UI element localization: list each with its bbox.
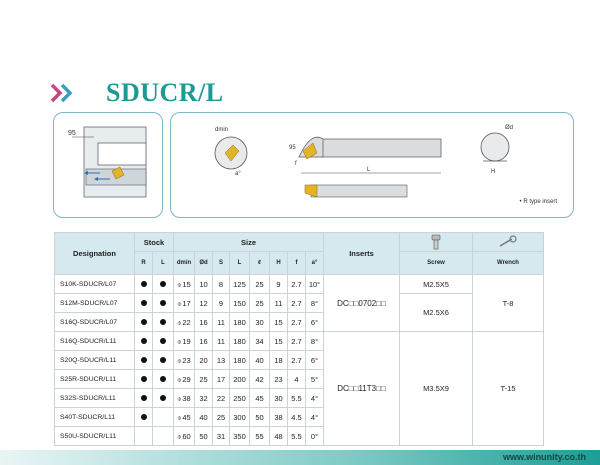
diagram-panel-left [53,112,163,218]
stock-l-cell [153,275,174,294]
stock-dot-icon [141,357,147,363]
boring-diagram [54,113,162,217]
stock-dot-icon [141,376,147,382]
insert-cell: DC□□11T3□□ [324,332,400,446]
designation-cell: S12M-SDUCR/L07 [55,294,135,313]
stock-dot-icon [141,414,147,420]
h-cell: 18 [270,351,288,370]
header-a: a° [306,252,324,275]
dmin-cell: Φ29 [174,370,195,389]
table-row [55,294,544,313]
header-h: H [270,252,288,275]
screw-cell: M2.5X5 [400,275,473,294]
screw-cell: M3.5X9 [400,332,473,446]
stock-dot-icon [141,300,147,306]
dmin-cell: Φ23 [174,351,195,370]
stock-r-cell [135,370,153,389]
a-angle-label: a° [235,171,241,177]
screw-icon-cell [400,233,473,252]
h-cell: 30 [270,389,288,408]
h-cell: 48 [270,427,288,446]
f-cell: 5.5 [288,389,306,408]
header-d: Ød [195,252,213,275]
designation-cell: S25R-SDUCR/L11 [55,370,135,389]
header-stock-l: L [153,252,174,275]
spec-table [54,232,544,446]
wrench-cell: T-8 [473,275,544,332]
length-cell: 250 [230,389,250,408]
stock-dot-icon [141,338,147,344]
h-cell: 15 [270,332,288,351]
a-cell: 6° [306,351,324,370]
f-cell: 2.7 [288,294,306,313]
stock-dot-icon [160,376,166,382]
d-cell: 16 [195,332,213,351]
stock-dot-icon [160,338,166,344]
a-cell: 4° [306,389,324,408]
designation-cell: S10K-SDUCR/L07 [55,275,135,294]
angle-label-right: 95 [289,145,296,151]
d-cell: 16 [195,313,213,332]
f-cell: 5.5 [288,427,306,446]
s-cell: 11 [213,313,230,332]
stock-dot-icon [141,319,147,325]
wrench-icon-cell [473,233,544,252]
stock-dot-icon [141,281,147,287]
s-cell: 17 [213,370,230,389]
d-cell: 50 [195,427,213,446]
header-length: L [230,252,250,275]
diameter-label: Ød [505,125,514,131]
r-type-note: • R type insert [519,199,557,205]
stock-l-cell [153,294,174,313]
wrench-icon [497,235,519,249]
stock-r-cell [135,294,153,313]
screw-cell: M2.5X6 [400,294,473,332]
dmin-cell: Φ38 [174,389,195,408]
l2-cell: 50 [250,408,270,427]
a-cell: 5° [306,370,324,389]
l2-cell: 42 [250,370,270,389]
d-cell: 25 [195,370,213,389]
header-size: Size [174,233,324,252]
stock-l-cell [153,351,174,370]
a-cell: 0° [306,427,324,446]
d-cell: 20 [195,351,213,370]
dmin-cell: Φ22 [174,313,195,332]
l2-cell: 25 [250,294,270,313]
f-cell: 2.7 [288,313,306,332]
d-cell: 10 [195,275,213,294]
stock-r-cell [135,332,153,351]
s-cell: 11 [213,332,230,351]
d-cell: 32 [195,389,213,408]
designation-cell: S16Q-SDUCR/L11 [55,332,135,351]
header-wrench: Wrench [473,252,544,275]
wrench-cell: T-15 [473,332,544,446]
length-cell: 180 [230,332,250,351]
header-designation: Designation [55,233,135,275]
length-cell: 180 [230,313,250,332]
tool-dimension-diagram [171,113,573,217]
a-cell: 6° [306,313,324,332]
insert-cell: DC□□0702□□ [324,275,400,332]
h-cell: 23 [270,370,288,389]
stock-dot-icon [160,281,166,287]
dmin-label: dmin [215,127,229,133]
stock-r-cell [135,313,153,332]
stock-l-cell [153,427,174,446]
a-cell: 8° [306,332,324,351]
h-cell: 38 [270,408,288,427]
a-cell: 8° [306,294,324,313]
s-cell: 31 [213,427,230,446]
dmin-cell: Φ17 [174,294,195,313]
designation-cell: S32S-SDUCR/L11 [55,389,135,408]
length-cell: 350 [230,427,250,446]
length-cell: 180 [230,351,250,370]
header-f: f [288,252,306,275]
h-cell: 9 [270,275,288,294]
l2-cell: 34 [250,332,270,351]
f-cell: 4.5 [288,408,306,427]
designation-cell: S20Q-SDUCR/L11 [55,351,135,370]
length-cell: 125 [230,275,250,294]
length-label: L [367,167,371,173]
d-cell: 12 [195,294,213,313]
footer-url[interactable]: www.winunity.co.th [503,452,586,462]
a-cell: 10° [306,275,324,294]
s-cell: 13 [213,351,230,370]
f-cell: 2.7 [288,275,306,294]
stock-l-cell [153,408,174,427]
table-row [55,332,544,351]
stock-dot-icon [160,357,166,363]
stock-r-cell [135,275,153,294]
stock-l-cell [153,313,174,332]
f-label: f [295,161,297,167]
diagram-panel-right [170,112,574,218]
l2-cell: 55 [250,427,270,446]
stock-dot-icon [160,300,166,306]
l2-cell: 30 [250,313,270,332]
h-label: H [491,169,496,175]
double-chevron-icon [50,82,82,104]
f-cell: 2.7 [288,351,306,370]
stock-r-cell [135,389,153,408]
stock-l-cell [153,332,174,351]
header-stock-r: R [135,252,153,275]
a-cell: 4° [306,408,324,427]
f-cell: 2.7 [288,332,306,351]
designation-cell: S16Q-SDUCR/L07 [55,313,135,332]
designation-cell: S50U-SDUCR/L11 [55,427,135,446]
table-row [55,275,544,294]
h-cell: 15 [270,313,288,332]
stock-r-cell [135,408,153,427]
dmin-cell: Φ45 [174,408,195,427]
d-cell: 40 [195,408,213,427]
f-cell: 4 [288,370,306,389]
length-cell: 300 [230,408,250,427]
l2-cell: 45 [250,389,270,408]
dmin-cell: Φ19 [174,332,195,351]
s-cell: 9 [213,294,230,313]
stock-l-cell [153,389,174,408]
length-cell: 150 [230,294,250,313]
dmin-cell: Φ60 [174,427,195,446]
s-cell: 25 [213,408,230,427]
stock-r-cell [135,427,153,446]
stock-dot-icon [160,395,166,401]
header-screw: Screw [400,252,473,275]
h-cell: 11 [270,294,288,313]
length-cell: 200 [230,370,250,389]
top-band [0,0,600,68]
l2-cell: 25 [250,275,270,294]
l2-cell: 40 [250,351,270,370]
angle-label-left: 95 [68,130,76,137]
s-cell: 22 [213,389,230,408]
header-l2: ℓ [250,252,270,275]
stock-dot-icon [160,319,166,325]
header-inserts: Inserts [324,233,400,275]
s-cell: 8 [213,275,230,294]
header-dmin: dmin [174,252,195,275]
stock-r-cell [135,351,153,370]
stock-dot-icon [141,395,147,401]
stock-l-cell [153,370,174,389]
page-title: SDUCR/L [106,78,224,107]
header-s: S [213,252,230,275]
designation-cell: S40T-SDUCR/L11 [55,408,135,427]
screw-icon [430,234,442,250]
dmin-cell: Φ15 [174,275,195,294]
header-stock: Stock [135,233,174,252]
